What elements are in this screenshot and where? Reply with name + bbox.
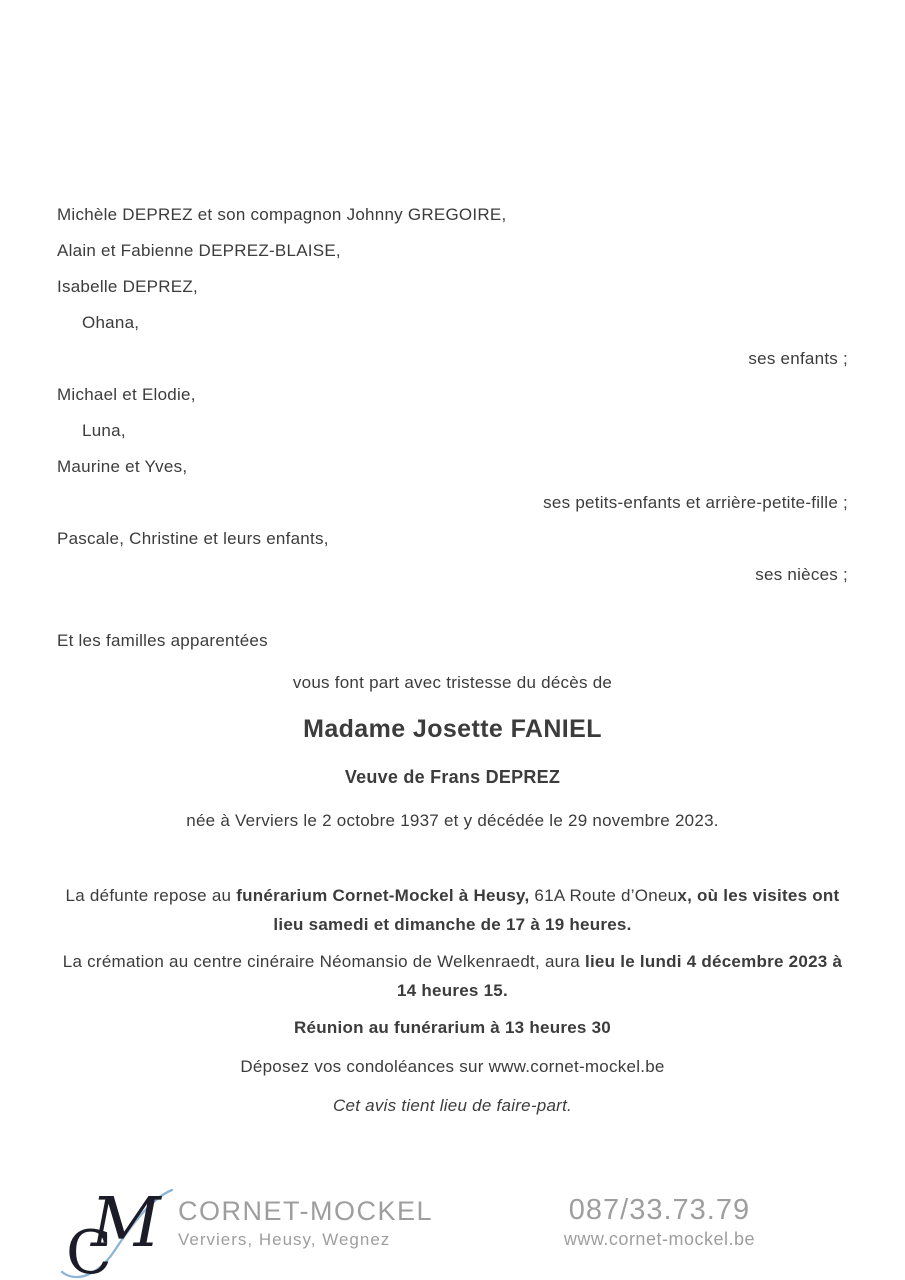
relation-label-nieces: ses nièces ; — [755, 565, 848, 584]
family-line-children-3: Isabelle DEPREZ, — [57, 277, 198, 296]
family-line-grandchildren-3: Maurine et Yves, — [57, 457, 188, 476]
related-families-line: Et les familles apparentées — [57, 631, 268, 650]
relation-label-grandchildren: ses petits-enfants et arrière-petite-fille ; — [543, 493, 848, 512]
reunion-line: Réunion au funérarium à 13 heures 30 — [294, 1018, 611, 1037]
widow-line: Veuve de Frans DEPREZ — [344, 767, 561, 787]
logo-letter-m: M — [91, 1186, 161, 1263]
cm-monogram-icon — [58, 1186, 178, 1280]
cremation-paragraph — [57, 947, 848, 1005]
repose-text-regular-2: 61A Route d’Oneu — [529, 886, 678, 905]
family-line-grandchildren-2: Luna, — [82, 421, 126, 440]
cremation-text-bold: lieu le lundi 4 décembre 2023 à 14 heures 15. — [397, 952, 843, 1000]
repose-text-bold-1: funérarium Cornet-Mockel à Heusy, — [236, 886, 530, 905]
family-line-nieces: Pascale, Christine et leurs enfants, — [57, 529, 329, 548]
company-name: CORNET-MOCKEL — [178, 1196, 434, 1226]
relation-label-children: ses enfants ; — [748, 349, 848, 368]
announcement-line: vous font part avec tristesse du décès de — [292, 673, 613, 692]
brand-block — [178, 1196, 433, 1250]
footer — [0, 1186, 905, 1280]
phone-number: 087/33.73.79 — [568, 1194, 751, 1226]
family-line-children-1: Michèle DEPREZ et son compagnon Johnny GREGOIRE, — [57, 205, 507, 224]
company-locations: Verviers, Heusy, Wegnez — [178, 1230, 391, 1249]
repose-paragraph — [57, 881, 848, 939]
website-url: www.cornet-mockel.be — [563, 1229, 755, 1249]
logo-letter-c: C — [66, 1218, 113, 1280]
family-line-children-2: Alain et Fabienne DEPREZ-BLAISE, — [57, 241, 341, 260]
condolences-line: Déposez vos condoléances sur www.cornet-mockel.be — [240, 1057, 665, 1076]
family-list — [57, 197, 848, 593]
family-line-grandchildren-1: Michael et Elodie, — [57, 385, 196, 404]
cremation-text-regular: La crémation au centre cinéraire Néomansio de Welkenraedt, aura — [62, 952, 585, 971]
birth-death-line: née à Verviers le 2 octobre 1937 et y décédée le 29 novembre 2023. — [186, 811, 719, 830]
family-line-children-4: Ohana, — [82, 313, 140, 332]
repose-text-regular-1: La défunte repose au — [65, 886, 237, 905]
contact-block — [564, 1194, 755, 1250]
repose-text-bold-2: x, où les visites ont lieu samedi et dimanche de 17 à 19 heures. — [273, 886, 840, 934]
deceased-name: Madame Josette FANIEL — [303, 715, 602, 743]
farewell-notice-line: Cet avis tient lieu de faire-part. — [332, 1096, 573, 1115]
cornet-mockel-logo — [58, 1186, 178, 1280]
